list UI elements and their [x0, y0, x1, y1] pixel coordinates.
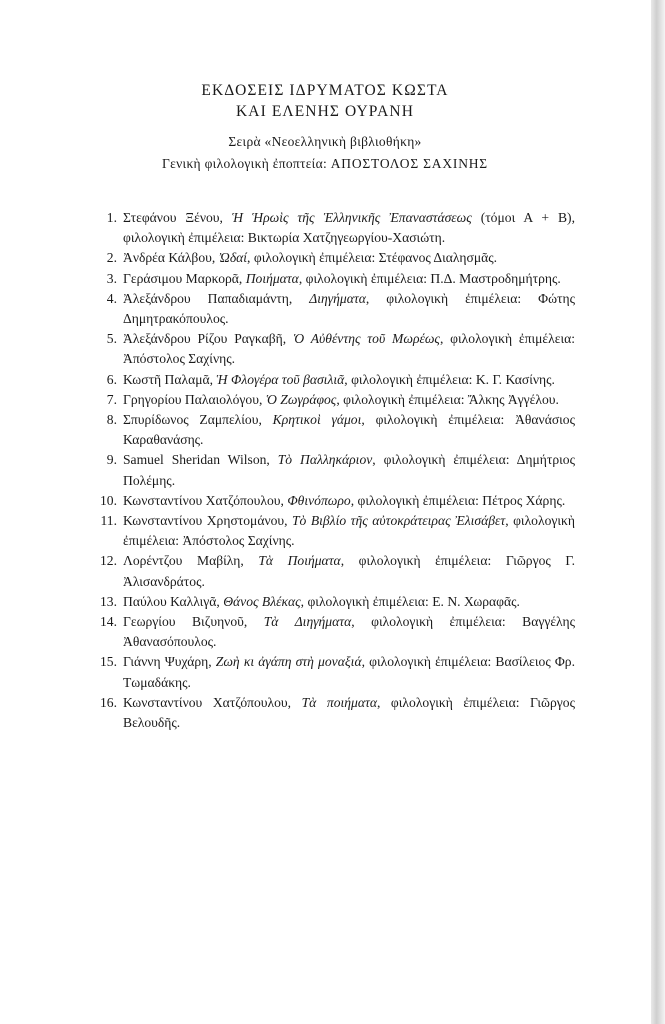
- book-title: Θάνος Βλέκας: [223, 593, 301, 609]
- book-details: , φιλολογικὴ ἐπιμέλεια: Στέφανος Διαλησμᾶς.: [247, 250, 498, 266]
- book-details: , φιλολογικὴ ἐπιμέλεια: Ἄλκης Ἀγγέλου.: [336, 391, 559, 407]
- book-details: , φιλολογικὴ ἐπιμέλεια: Βασίλειος Φρ. Τωμαδάκης.: [123, 654, 575, 690]
- book-details: , φιλολογικὴ ἐπιμέλεια: Ἀπόστολος Σαχίνης.: [123, 513, 575, 549]
- book-title: Φθινόπωρο: [287, 492, 351, 508]
- book-title: Ἡ Φλογέρα τοῦ βασιλιᾶ: [216, 371, 345, 387]
- book-entry: [95, 370, 575, 390]
- book-details: (τόμοι Α + Β), φιλολογικὴ ἐπιμέλεια: Βικτωρία Χατζηγεωργίου-Χασιώτη.: [123, 210, 575, 246]
- book-author: Στεφάνου Ξένου,: [123, 210, 232, 225]
- book-number: 7.: [106, 391, 117, 407]
- editor-label: Γενικὴ φιλολογικὴ ἐποπτεία:: [162, 156, 328, 171]
- book-entry: [95, 289, 575, 329]
- book-author: Γιάννη Ψυχάρη,: [123, 654, 216, 670]
- book-entry: [95, 511, 575, 551]
- book-details: , φιλολογικὴ ἐπιμέλεια: Βαγγέλης Ἀθανασόπουλος.: [123, 614, 575, 650]
- book-author: Γεωργίου Βιζυηνοῦ,: [123, 614, 264, 630]
- book-number: 8.: [106, 412, 117, 428]
- book-title: Διηγήματα: [309, 290, 366, 306]
- book-entry: [95, 491, 575, 511]
- book-details: , φιλολογικὴ ἐπιμέλεια: Ἀθανάσιος Καραθανάσης.: [123, 412, 575, 448]
- book-details: , φιλολογικὴ ἐπιμέλεια: Γιῶργος Βελουδῆς.: [123, 694, 575, 731]
- book-number: 15.: [100, 654, 117, 670]
- book-title: Κρητικοὶ γάμοι: [272, 412, 362, 428]
- book-title: Τὰ Διηγήματα: [263, 614, 352, 630]
- book-number: 13.: [100, 593, 117, 609]
- book-entry: [95, 410, 575, 450]
- book-entry: [95, 450, 575, 490]
- book-entry: [95, 592, 575, 612]
- book-number: 12.: [100, 553, 117, 569]
- book-entry: [95, 652, 575, 692]
- book-entry: [95, 390, 575, 410]
- book-number: 6.: [106, 371, 117, 387]
- book-entry: [95, 269, 575, 289]
- book-title: Ὠδαί: [218, 250, 248, 266]
- page-edge-shadow: [651, 0, 665, 1024]
- book-title: Τὸ Παλληκάριον: [277, 452, 373, 468]
- book-title: Ἡ Ἡρωὶς τῆς Ἑλληνικῆς Ἐπαναστάσεως: [231, 210, 472, 225]
- book-entry: [95, 693, 575, 733]
- book-number: 2.: [106, 250, 117, 266]
- book-author: Ἀλεξάνδρου Ρίζου Ραγκαβῆ,: [123, 331, 293, 347]
- book-entry: [95, 248, 575, 268]
- book-title: Τὰ ποιήματα: [301, 694, 377, 710]
- book-details: , φιλολογικὴ ἐπιμέλεια: Δημήτριος Πολέμης.: [123, 452, 575, 488]
- book-entry: [95, 208, 575, 248]
- book-number: 11.: [100, 513, 117, 529]
- book-author: Ἀνδρέα Κάλβου,: [123, 250, 219, 266]
- book-title: Ζωὴ κι ἀγάπη στὴ μοναξιά: [215, 654, 362, 670]
- book-number: 16.: [100, 694, 117, 710]
- book-author: Σπυρίδωνος Ζαμπελίου,: [123, 412, 273, 428]
- book-number: 5.: [106, 331, 117, 347]
- book-author: Ἀλεξάνδρου Παπαδιαμάντη,: [123, 290, 310, 306]
- book-number: 4.: [106, 290, 117, 306]
- book-author: Κωνσταντίνου Χατζόπουλου,: [123, 492, 288, 508]
- book-author: Κωστῆ Παλαμᾶ,: [123, 371, 217, 387]
- editor-name: ΑΠΟΣΤΟΛΟΣ ΣΑΧΙΝΗΣ: [330, 156, 488, 171]
- book-number: 14.: [100, 614, 117, 630]
- book-number: 3.: [106, 270, 117, 286]
- book-number: 9.: [106, 452, 117, 468]
- publisher-name-line-1: ΕΚΔΟΣΕΙΣ ΙΔΡΥΜΑΤΟΣ ΚΩΣΤΑ: [201, 82, 449, 99]
- book-title: Τὰ Ποιήματα: [258, 553, 341, 569]
- book-details: , φιλολογικὴ ἐπιμέλεια: Φώτης Δημητρακόπουλος.: [123, 290, 575, 327]
- book-author: Λορέντζου Μαβίλη,: [123, 553, 259, 569]
- book-details: , φιλολογικὴ ἐπιμέλεια: Ἀπόστολος Σαχίνης.: [123, 331, 575, 367]
- book-title: Ποιήματα: [245, 270, 299, 286]
- book-details: , φιλολογικὴ ἐπιμέλεια: Κ. Γ. Κασίνης.: [344, 371, 555, 387]
- general-editor: [0, 156, 650, 172]
- series-title: Σειρὰ «Νεοελληνικὴ βιβλιοθήκη»: [228, 134, 422, 149]
- book-details: , φιλολογικὴ ἐπιμέλεια: Π.Δ. Μαστροδημήτρης.: [298, 270, 561, 286]
- book-details: , φιλολογικὴ ἐπιμέλεια: Πέτρος Χάρης.: [350, 492, 566, 508]
- book-author: Samuel Sheridan Wilson,: [123, 452, 278, 468]
- book-title: Τὸ Βιβλίο τῆς αὐτοκράτειρας Ἐλισάβετ: [292, 513, 506, 529]
- book-entry: [95, 551, 575, 591]
- book-author: Γρηγορίου Παλαιολόγου,: [123, 391, 266, 407]
- book-author: Γεράσιμου Μαρκορᾶ,: [123, 270, 246, 286]
- book-title: Ὁ Ζωγράφος: [265, 391, 337, 407]
- book-entry: [95, 329, 575, 369]
- book-details: , φιλολογικὴ ἐπιμέλεια: Γιῶργος Γ. Ἀλισανδράτος.: [123, 553, 575, 589]
- book-number: 10.: [100, 492, 117, 508]
- book-author: Παύλου Καλλιγᾶ,: [123, 593, 224, 609]
- book-list: [95, 208, 575, 733]
- book-title: Ὁ Αὐθέντης τοῦ Μωρέως: [293, 331, 440, 347]
- book-details: , φιλολογικὴ ἐπιμέλεια: Ε. Ν. Χωραφᾶς.: [300, 593, 520, 609]
- book-author: Κωνσταντίνου Χρηστομάνου,: [123, 513, 292, 529]
- book-number: 1.: [106, 210, 117, 225]
- publisher-name-line-2: ΚΑΙ ΕΛΕΝΗΣ ΟΥΡΑΝΗ: [236, 103, 414, 120]
- book-author: Κωνσταντίνου Χατζόπουλου,: [123, 694, 302, 710]
- book-entry: [95, 612, 575, 652]
